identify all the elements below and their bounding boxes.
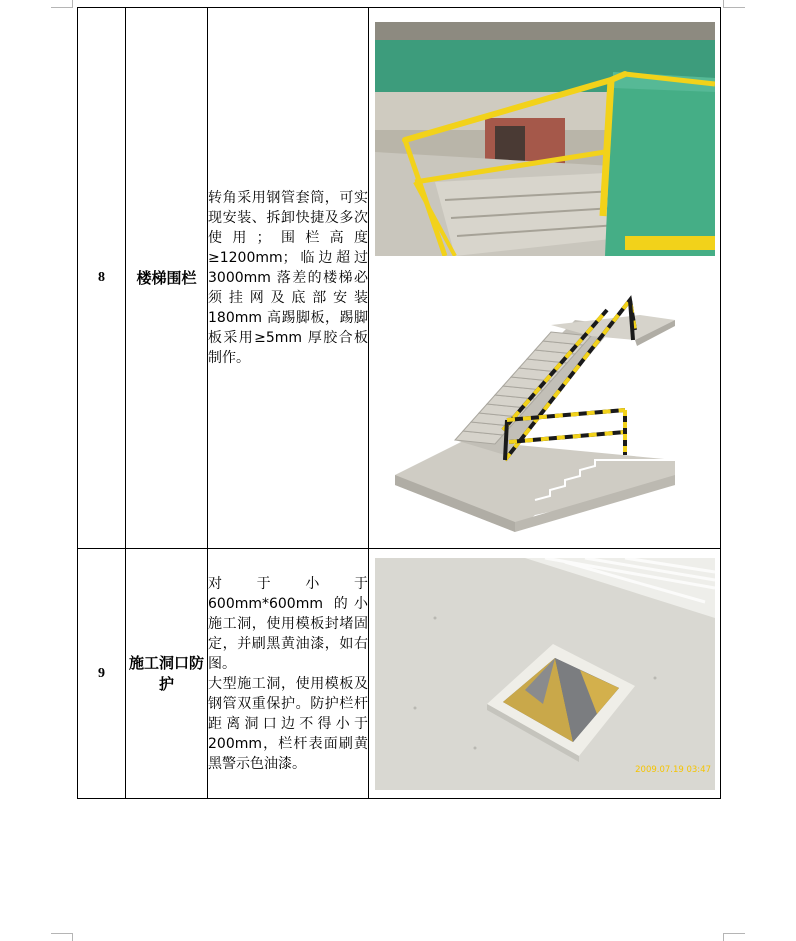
description-paragraph: 转角采用钢管套筒，可实现安装、拆卸快捷及多次使用；围栏高度≥1200mm；临边超过 3000mm 落差的楼梯必须挂网及底部安装 180mm 高踢脚板，踢脚板采用≥5mm 厚胶合板制作。 — [208, 190, 368, 366]
item-name: 楼梯围栏 — [126, 8, 208, 549]
description-paragraph: 大型施工洞，使用模板及钢管双重保护。防护栏杆距离洞口边不得小于 200mm，栏杆表面刷黄黑警示色油漆。 — [208, 675, 368, 772]
item-name: 施工洞口防护 — [126, 549, 208, 799]
row-number: 9 — [78, 549, 126, 799]
item-description — [208, 8, 369, 549]
stair-railing-diagram — [375, 270, 715, 535]
row-number: 8 — [78, 8, 126, 549]
page-corner-mark-top-right — [723, 0, 745, 8]
stair-railing-photo — [375, 22, 715, 256]
opening-cover-photo — [375, 558, 715, 790]
description-paragraph: 对于小于 600mm*600mm 的小施工洞，使用模板封堵固定，并刷黑黄油漆，如右图。 — [208, 575, 368, 672]
page-corner-mark-top-left — [51, 0, 73, 8]
image-cell — [369, 549, 721, 799]
table-row-9 — [78, 549, 721, 799]
safety-measures-table — [77, 7, 721, 799]
photo-timestamp: 2009.07.19 03:47 — [635, 764, 711, 775]
image-cell — [369, 8, 721, 549]
item-description — [208, 549, 369, 799]
table-row-8 — [78, 8, 721, 549]
